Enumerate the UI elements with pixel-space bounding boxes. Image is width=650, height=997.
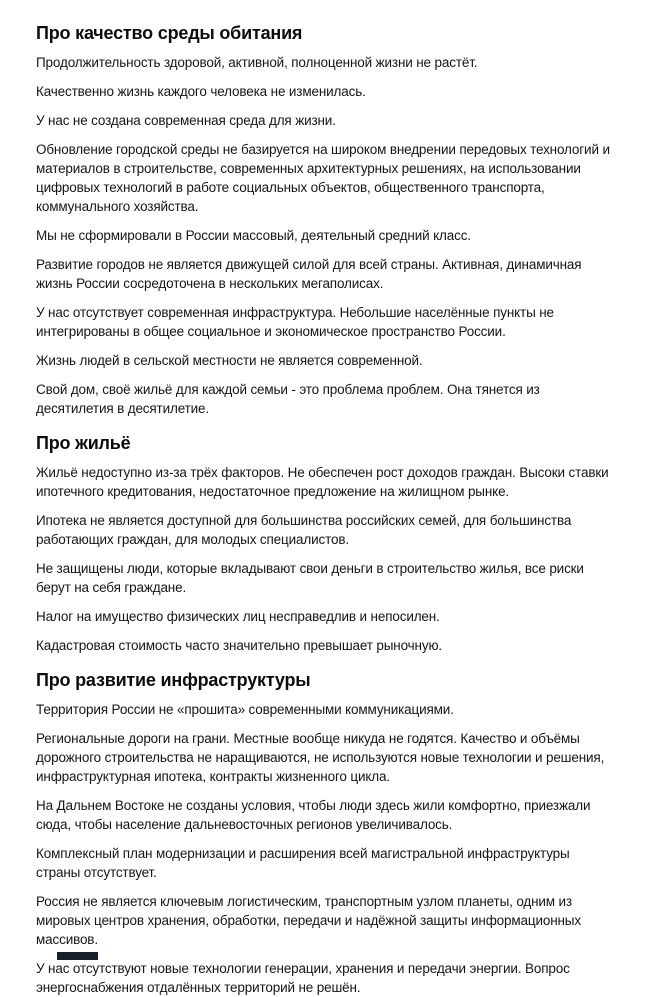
paragraph: Мы не сформировали в России массовый, деятельный средний класс. <box>36 228 471 243</box>
paragraph: Жизнь людей в сельской местности не является современной. <box>36 353 423 368</box>
paragraph: Жильё недоступно из-за трёх факторов. Не обеспечен рост доходов граждан. Высоки ставки ипотечного кредитования, недостаточное предложение на жилищном рынке. <box>36 465 609 499</box>
paragraph: Ипотека не является доступной для большинства российских семей, для большинства работающих граждан, для молодых специалистов. <box>36 513 572 547</box>
paragraph: Налог на имущество физических лиц несправедлив и непосилен. <box>36 609 440 624</box>
paragraph: Россия не является ключевым логистическим, транспортным узлом планеты, одним из мировых центров хранения, обработки, передачи и надёжной защиты информационных массивов. <box>36 894 581 947</box>
paragraph: Качественно жизнь каждого человека не изменилась. <box>36 84 366 99</box>
paragraph: На Дальнем Востоке не созданы условия, чтобы люди здесь жили комфортно, приезжали сюда, чтобы население дальневосточных регионов увеличивалось. <box>36 798 591 832</box>
section-heading: Про жильё <box>36 433 131 453</box>
paragraph: Региональные дороги на грани. Местные вообще никуда не годятся. Качество и объёмы дорожного строительства не наращиваются, не используются новые технологии и решения, инфраструктурная ипотека, контракты жизненного цикла. <box>36 731 605 784</box>
paragraph: Комплексный план модернизации и расширения всей магистральной инфраструктуры страны отсутствует. <box>36 846 570 880</box>
paragraph: Свой дом, своё жильё для каждой семьи - это проблема проблем. Она тянется из десятилетия в десятилетие. <box>36 382 540 416</box>
paragraph: У нас не создана современная среда для жизни. <box>36 113 336 128</box>
paragraph: Территория России не «прошита» современными коммуникациями. <box>36 702 454 717</box>
paragraph: Кадастровая стоимость часто значительно превышает рыночную. <box>36 638 443 653</box>
paragraph: У нас отсутствует современная инфраструктура. Небольшие населённые пункты не интегрированы в общее социальное и экономическое пространство России. <box>36 305 554 339</box>
paragraph: Продолжительность здоровой, активной, полноценной жизни не растёт. <box>36 55 478 70</box>
paragraph: Развитие городов не является движущей силой для всей страны. Активная, динамичная жизнь России сосредоточена в нескольких мегаполисах. <box>36 257 582 291</box>
paragraph: Не защищены люди, которые вкладывают свои деньги в строительство жилья, все риски берут на себя граждане. <box>36 561 584 595</box>
document-body <box>36 21 616 997</box>
section-heading: Про качество среды обитания <box>36 23 303 43</box>
section-heading: Про развитие инфраструктуры <box>36 670 311 690</box>
paragraph: Обновление городской среды не базируется на широком внедрении передовых технологий и материалов в строительстве, современных архитектурных решениях, на использовании цифровых технологий в работе социальных объектов, общественного транспорта, коммунального хозяйства. <box>36 142 610 214</box>
clipped-next-heading <box>57 952 98 960</box>
paragraph: У нас отсутствуют новые технологии генерации, хранения и передачи энергии. Вопрос энергоснабжения отдалённых территорий не решён. <box>36 961 570 995</box>
